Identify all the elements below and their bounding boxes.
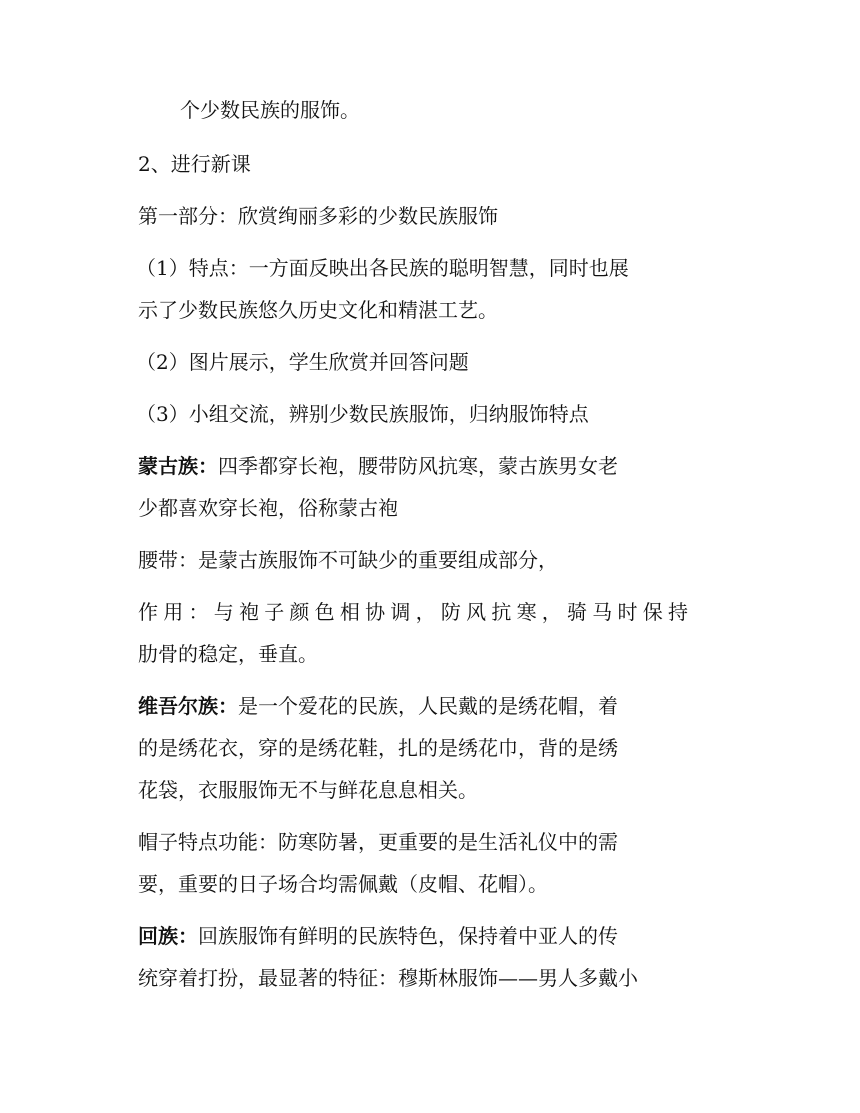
section-heading: 2、进行新课 xyxy=(138,152,251,176)
hui-label: 回族： xyxy=(138,924,198,948)
uyghur-text-1: 是一个爱花的民族，人民戴的是绣花帽，着 xyxy=(238,694,618,718)
hat-line-1: 帽子特点功能：防寒防暑，更重要的是生活礼仪中的需 xyxy=(138,830,618,854)
hat-line-2: 要，重要的日子场合均需佩戴（皮帽、花帽）。 xyxy=(138,872,548,896)
effect-line-1: 作用：与袍子颜色相协调，防风抗寒，骑马时保持 xyxy=(138,600,688,624)
uyghur-line-2: 的是绣花衣，穿的是绣花鞋，扎的是绣花巾，背的是绣 xyxy=(138,736,618,760)
feature-line-1: （1）特点：一方面反映出各民族的聪明智慧，同时也展 xyxy=(136,256,629,280)
part-heading: 第一部分：欣赏绚丽多彩的少数民族服饰 xyxy=(138,204,498,228)
mongol-line-1 xyxy=(138,452,618,480)
uyghur-line-1 xyxy=(138,692,618,720)
uyghur-line-3: 花袋，衣服服饰无不与鲜花息息相关。 xyxy=(138,778,478,802)
mongol-text-1: 四季都穿长袍，腰带防风抗寒，蒙古族男女老 xyxy=(218,454,618,478)
hui-text-1: 回族服饰有鲜明的民族特色，保持着中亚人的传 xyxy=(198,924,618,948)
effect-line-2: 肋骨的稳定，垂直。 xyxy=(138,642,318,666)
belt-line: 腰带：是蒙古族服饰不可缺少的重要组成部分， xyxy=(138,548,558,572)
mongol-line-2: 少都喜欢穿长袍，俗称蒙古袍 xyxy=(138,496,398,520)
group-line: （3）小组交流，辨别少数民族服饰，归纳服饰特点 xyxy=(136,402,589,426)
uyghur-label: 维吾尔族： xyxy=(138,694,238,718)
feature-line-2: 示了少数民族悠久历史文化和精湛工艺。 xyxy=(138,298,498,322)
pictures-line: （2）图片展示，学生欣赏并回答问题 xyxy=(136,350,469,374)
hui-line-1 xyxy=(138,922,618,950)
mongol-label: 蒙古族： xyxy=(138,454,218,478)
hui-line-2: 统穿着打扮，最显著的特征：穆斯林服饰——男人多戴小 xyxy=(138,966,638,990)
paragraph-intro-end: 个少数民族的服饰。 xyxy=(180,98,360,122)
